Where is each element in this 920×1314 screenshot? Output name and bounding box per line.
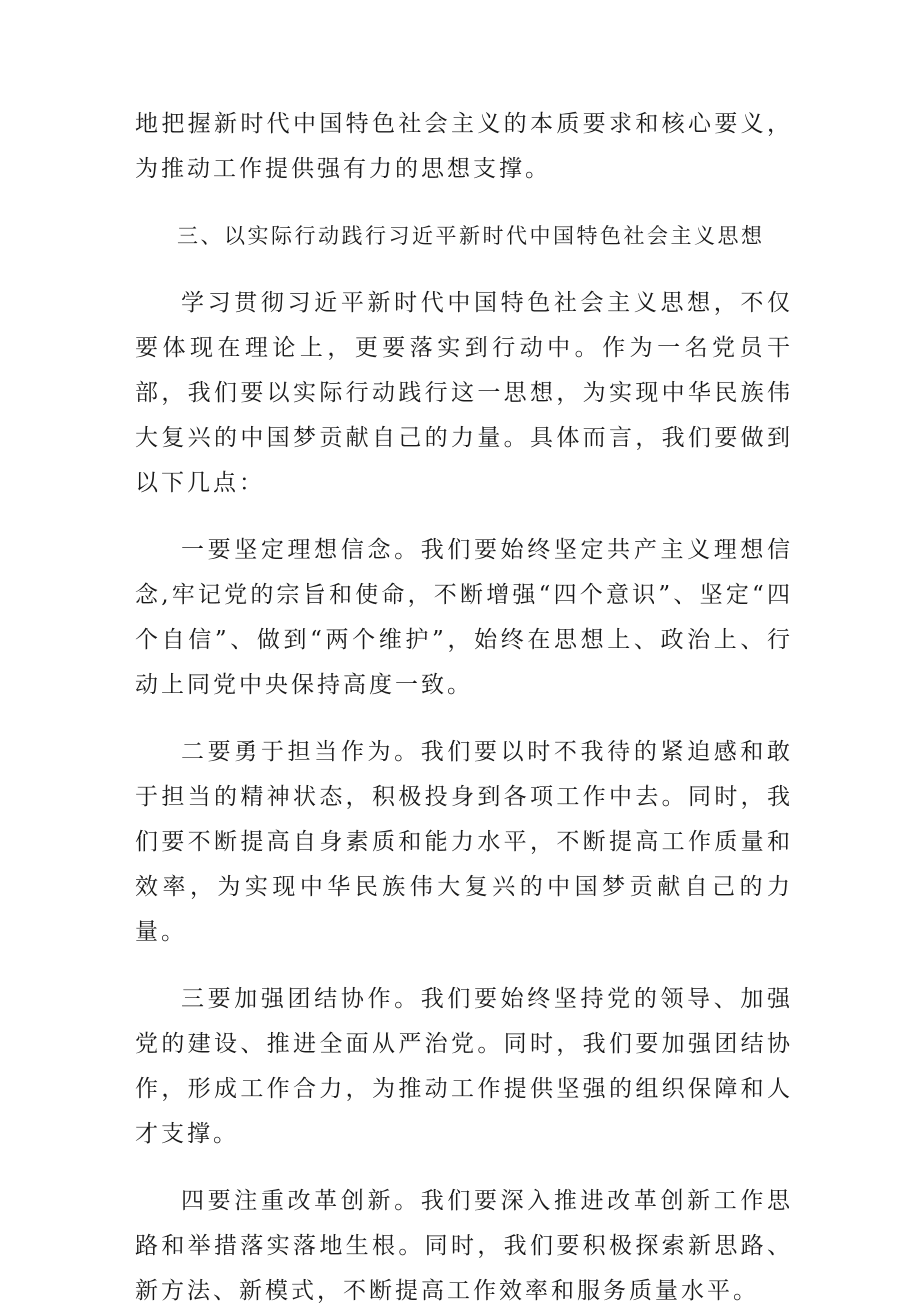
- paragraph-point-three: 三要加强团结协作。我们要始终坚持党的领导、加强党的建设、推进全面从严治党。同时，我们要加强团结协作，形成工作合力，为推动工作提供坚强的组织保障和人才支撑。: [135, 986, 793, 1147]
- paragraph-point-two: 二要勇于担当作为。我们要以时不我待的紧迫感和敢于担当的精神状态，积极投身到各项工作中去。同时，我们要不断提高自身素质和能力水平，不断提高工作质量和效率，为实现中华民族伟大复兴的中国梦贡献自己的力量。: [135, 739, 793, 945]
- paragraph-continued: 地把握新时代中国特色社会主义的本质要求和核心要义，为推动工作提供强有力的思想支撑。: [135, 111, 793, 182]
- paragraph-point-one: 一要坚定理想信念。我们要始终坚定共产主义理想信念,牢记党的宗旨和使命，不断增强“四个意识”、坚定“四个自信”、做到“两个维护”，始终在思想上、政治上、行动上同党中央保持高度一致。: [135, 537, 793, 698]
- paragraph-intro: 学习贯彻习近平新时代中国特色社会主义思想，不仅要体现在理论上，更要落实到行动中。作为一名党员干部，我们要以实际行动践行这一思想，为实现中华民族伟大复兴的中国梦贡献自己的力量。具体而言，我们要做到以下几点：: [135, 290, 793, 496]
- paragraph-point-four: 四要注重改革创新。我们要深入推进改革创新工作思路和举措落实落地生根。同时，我们要积极探索新思路、新方法、新模式，不断提高工作效率和服务质量水平。: [135, 1188, 793, 1304]
- document-body: [135, 102, 793, 1314]
- section-heading: 三、以实际行动践行习近平新时代中国特色社会主义思想: [177, 224, 765, 248]
